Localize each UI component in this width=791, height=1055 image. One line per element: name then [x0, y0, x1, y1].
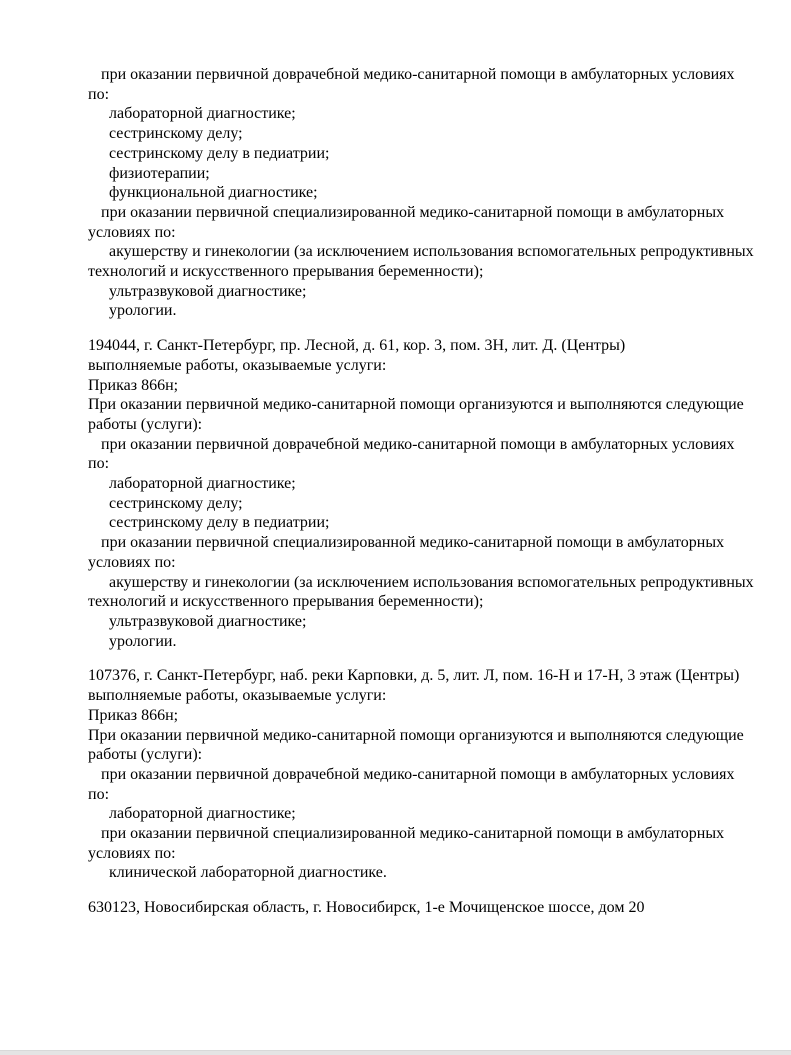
- address-block-107376: [88, 666, 768, 883]
- text-line: выполняемые работы, оказываемые услуги:: [88, 356, 387, 374]
- text-line: при оказании первичной доврачебной медико-санитарной помощи в амбулаторных условиях: [101, 66, 735, 83]
- text-line: при оказании первичной специализированной медико-санитарной помощи в амбулаторных: [101, 203, 725, 221]
- text-line: по:: [88, 785, 110, 803]
- text-line: физиотерапии;: [109, 164, 210, 182]
- text-line: лабораторной диагностике;: [109, 105, 296, 123]
- text-line: при оказании первичной доврачебной медико-санитарной помощи в амбулаторных условиях: [101, 765, 735, 783]
- text-line: клинической лабораторной диагностике.: [109, 864, 387, 882]
- text-line: работы (услуги):: [88, 746, 203, 764]
- text-line: сестринскому делу;: [109, 494, 243, 512]
- text-line: акушерству и гинекологии (за исключением использования вспомогательных репродуктивных: [109, 573, 754, 591]
- text-line: при оказании первичной специализированной медико-санитарной помощи в амбулаторных: [101, 534, 725, 552]
- text-line: выполняемые работы, оказываемые услуги:: [88, 687, 387, 705]
- text-line: акушерству и гинекологии (за исключением использования вспомогательных репродуктивных: [109, 243, 754, 261]
- license-document: [88, 65, 768, 918]
- text-line: технологий и искусственного прерывания беременности);: [88, 593, 484, 611]
- text-line: по:: [88, 455, 110, 473]
- text-line: 194044, г. Санкт-Петербург, пр. Лесной, д. 61, кор. 3, пом. 3Н, лит. Д. (Центры): [88, 337, 626, 355]
- text-line: сестринскому делу в педиатрии;: [109, 514, 330, 532]
- text-line: работы (услуги):: [88, 415, 203, 433]
- text-line: технологий и искусственного прерывания беременности);: [88, 263, 484, 281]
- text-line: условиях по:: [88, 844, 176, 862]
- text-line: по:: [88, 85, 110, 103]
- text-line: функциональной диагностике;: [109, 184, 318, 202]
- text-line: при оказании первичной специализированной медико-санитарной помощи в амбулаторных: [101, 825, 725, 843]
- text-line: Приказ 866н;: [88, 706, 179, 724]
- text-line: при оказании первичной доврачебной медико-санитарной помощи в амбулаторных условиях: [101, 435, 735, 453]
- bottom-divider: [0, 1050, 791, 1055]
- text-line: 107376, г. Санкт-Петербург, наб. реки Карповки, д. 5, лит. Л, пом. 16-Н и 17-Н, 3 этаж (Центры): [88, 667, 740, 685]
- text-line: лабораторной диагностике;: [109, 475, 296, 493]
- text-line: При оказании первичной медико-санитарной помощи организуются и выполняются следующие: [88, 396, 744, 414]
- text-line: лабораторной диагностике;: [109, 805, 296, 823]
- address-block-194044: [88, 336, 768, 651]
- text-line: Приказ 866н;: [88, 376, 179, 394]
- text-line: сестринскому делу в педиатрии;: [109, 144, 330, 162]
- text-line: урологии.: [109, 632, 177, 650]
- address-block-630123: [88, 898, 768, 918]
- text-line: сестринскому делу;: [109, 125, 243, 143]
- text-line: При оказании первичной медико-санитарной помощи организуются и выполняются следующие: [88, 726, 744, 744]
- text-line: условиях по:: [88, 223, 176, 241]
- text-line: ультразвуковой диагностике;: [109, 612, 307, 630]
- text-line: урологии.: [109, 302, 177, 320]
- license-works-continuation: [88, 65, 768, 321]
- text-line: условиях по:: [88, 553, 176, 571]
- text-line: ультразвуковой диагностике;: [109, 282, 307, 300]
- text-line: 630123, Новосибирская область, г. Новосибирск, 1-е Мочищенское шоссе, дом 20: [88, 899, 645, 917]
